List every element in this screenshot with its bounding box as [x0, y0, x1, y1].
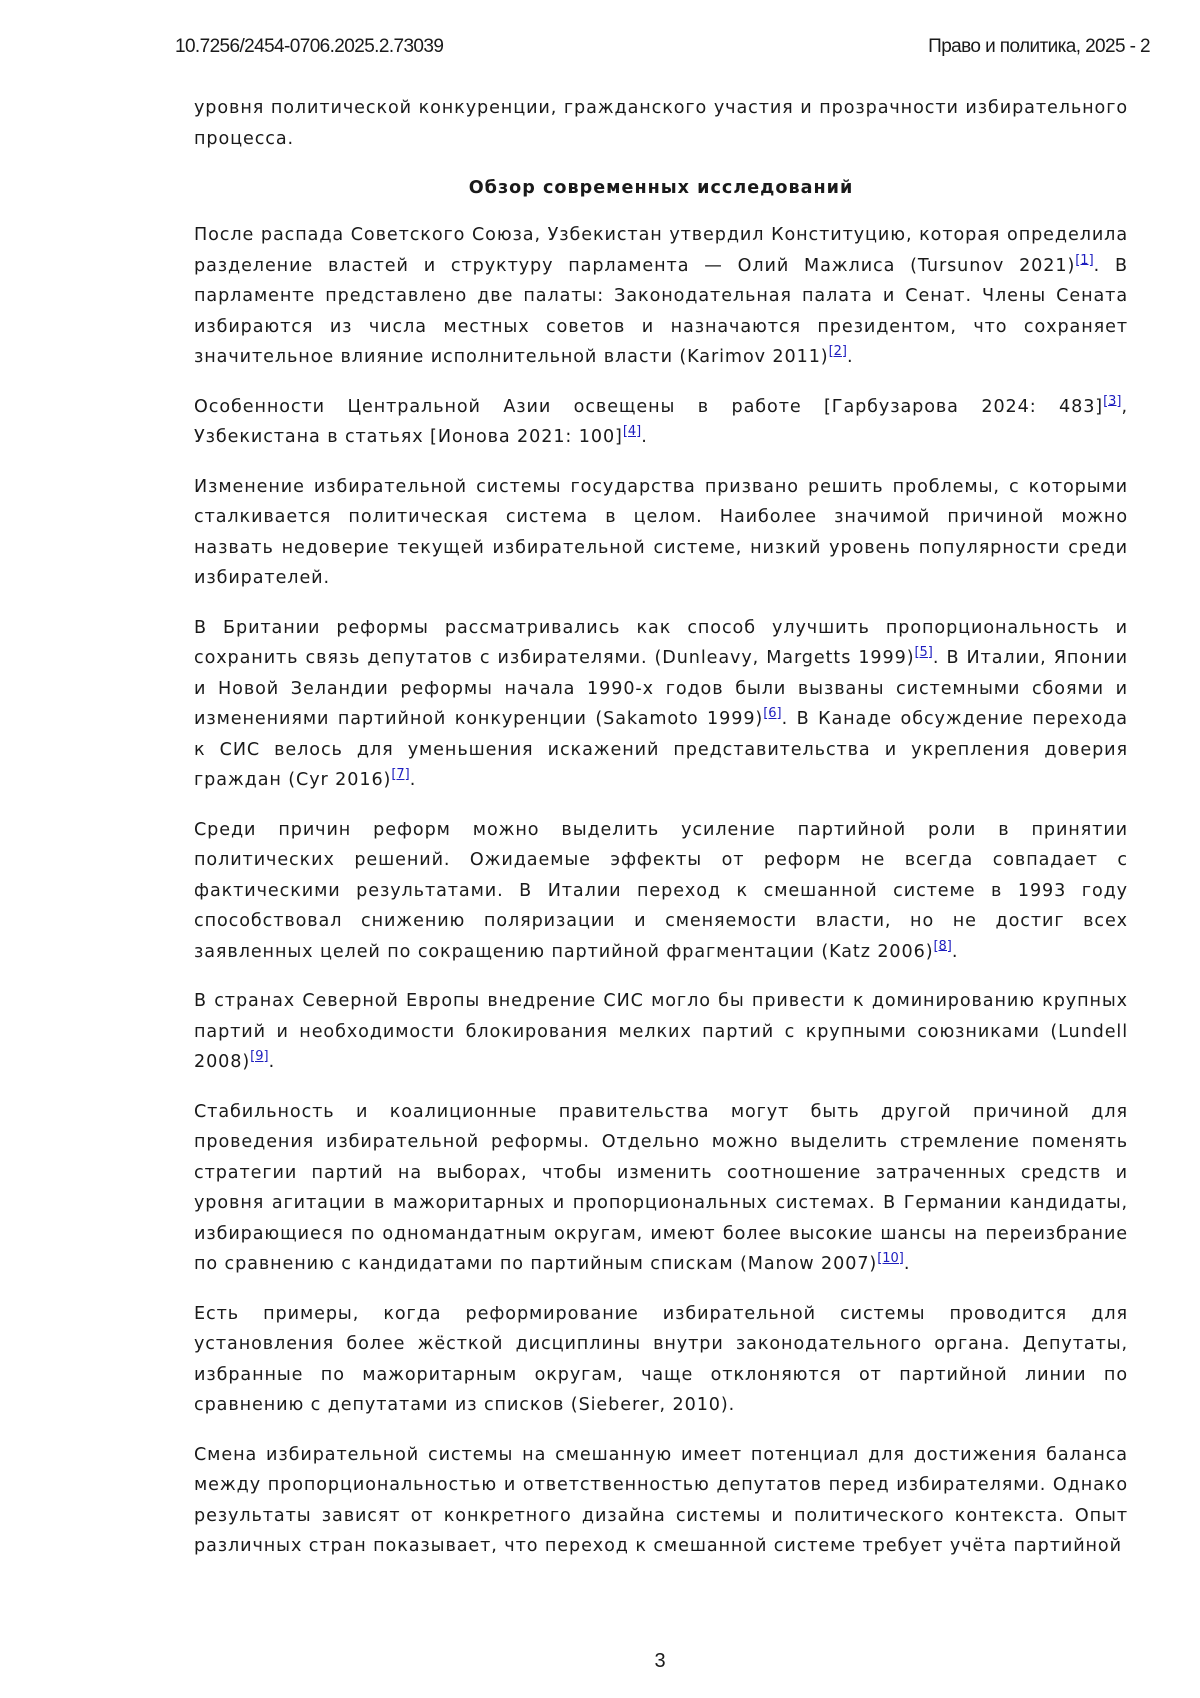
- page-header: [175, 36, 1150, 60]
- footnote-ref-10[interactable]: [10]: [877, 1250, 904, 1266]
- paragraph-9: Есть примеры, когда реформирование избирательной системы проводится для установления более жёсткой дисциплины внутри законодательного органа. Депутаты, избранные по мажоритарным округам, чаще отклоняются от партийной линии по сравнению с депутатами из списков (Sieberer, 2010).: [194, 1303, 1128, 1415]
- paragraph-6: Среди причин реформ можно выделить усиление партийной роли в принятии политических решений. Ожидаемые эффекты от реформ не всегда совпадает с фактическими результатами. В Италии переход к смешанной системе в 1993 году способствовал снижению поляризации и сменяемости власти, но не достиг всех заявленных целей по сокращению партийной фрагментации (Katz 2006)[8].: [194, 819, 1128, 962]
- paragraph-2: После распада Советского Союза, Узбекистан утвердил Конституцию, которая определила разделение властей и структуру парламента — Олий Мажлиса (Tursunov 2021)[1]. В парламенте представлено две палаты: Законодательная палата и Сенат. Члены Сената избираются из числа местных советов и назначаются президентом, что сохраняет значительное влияние исполнительной власти (Karimov 2011)[2].: [194, 225, 1128, 367]
- journal-issue: Право и политика, 2025 - 2: [928, 36, 1150, 57]
- section-title: Обзор современных исследований: [468, 178, 854, 198]
- footnote-ref-9[interactable]: [9]: [250, 1048, 269, 1064]
- paragraph-3: Особенности Центральной Азии освещены в работе [Гарбузарова 2024: 483][3], Узбекистана в статьях [Ионова 2021: 100][4].: [194, 393, 1128, 447]
- paragraph-4: Изменение избирательной системы государства призвано решить проблемы, с которыми сталкивается политическая система в целом. Наиболее значимой причиной можно назвать недоверие текущей избирательной системе, низкий уровень популярности среди избирателей.: [194, 476, 1128, 588]
- footnote-ref-4[interactable]: [4]: [622, 423, 642, 439]
- paragraph-10: Смена избирательной системы на смешанную имеет потенциал для достижения баланса между пропорциональностью и ответственностью депутатов перед избирателями. Однако результаты зависят от конкретного дизайна системы и политического контекста. Опыт различных стран показывает, что переход к смешанной системе требует учёта партийной: [194, 1444, 1128, 1556]
- paragraph-1: уровня политической конкуренции, гражданского участия и прозрачности избирательного процесса.: [194, 98, 1128, 149]
- footnote-ref-7[interactable]: [7]: [391, 766, 410, 782]
- footnote-ref-5[interactable]: [5]: [914, 644, 933, 660]
- footnote-ref-1[interactable]: [1]: [1075, 252, 1094, 268]
- footnote-ref-3[interactable]: [3]: [1103, 393, 1122, 409]
- paragraph-7: В странах Северной Европы внедрение СИС могло бы привести к доминированию крупных партий и необходимости блокирования мелких партий с крупными союзниками (Lundell 2008)[9].: [194, 991, 1128, 1072]
- doi-text: 10.7256/2454-0706.2025.2.73039: [175, 36, 444, 57]
- footnote-ref-6[interactable]: [6]: [763, 705, 782, 721]
- page-number: 3: [654, 1650, 666, 1672]
- paragraph-8: Стабильность и коалиционные правительства могут быть другой причиной для проведения избирательной реформы. Отдельно можно выделить стремление поменять стратегии партий на выборах, чтобы изменить соотношение затраченных средств и уровня агитации в мажоритарных и пропорциональных системах. В Германии кандидаты, избирающиеся по одномандатным округам, имеют более высокие шансы на переизбрание по сравнению с кандидатами по партийным спискам (Manow 2007)[10].: [194, 1101, 1128, 1274]
- footnote-ref-8[interactable]: [8]: [933, 938, 952, 954]
- paragraph-5: В Британии реформы рассматривались как способ улучшить пропорциональность и сохранить связь депутатов с избирателями. (Dunleavy, Margetts 1999)[5]. В Италии, Японии и Новой Зеландии реформы начала 1990-х годов были вызваны системными сбоями и изменениями партийной конкуренции (Sakamoto 1999)[6]. В Канаде обсуждение перехода к СИС велось для уменьшения искажений представительства и укрепления доверия граждан (Cyr 2016)[7].: [194, 617, 1129, 790]
- footnote-ref-2[interactable]: [2]: [828, 343, 847, 359]
- article-body: [194, 93, 1128, 1581]
